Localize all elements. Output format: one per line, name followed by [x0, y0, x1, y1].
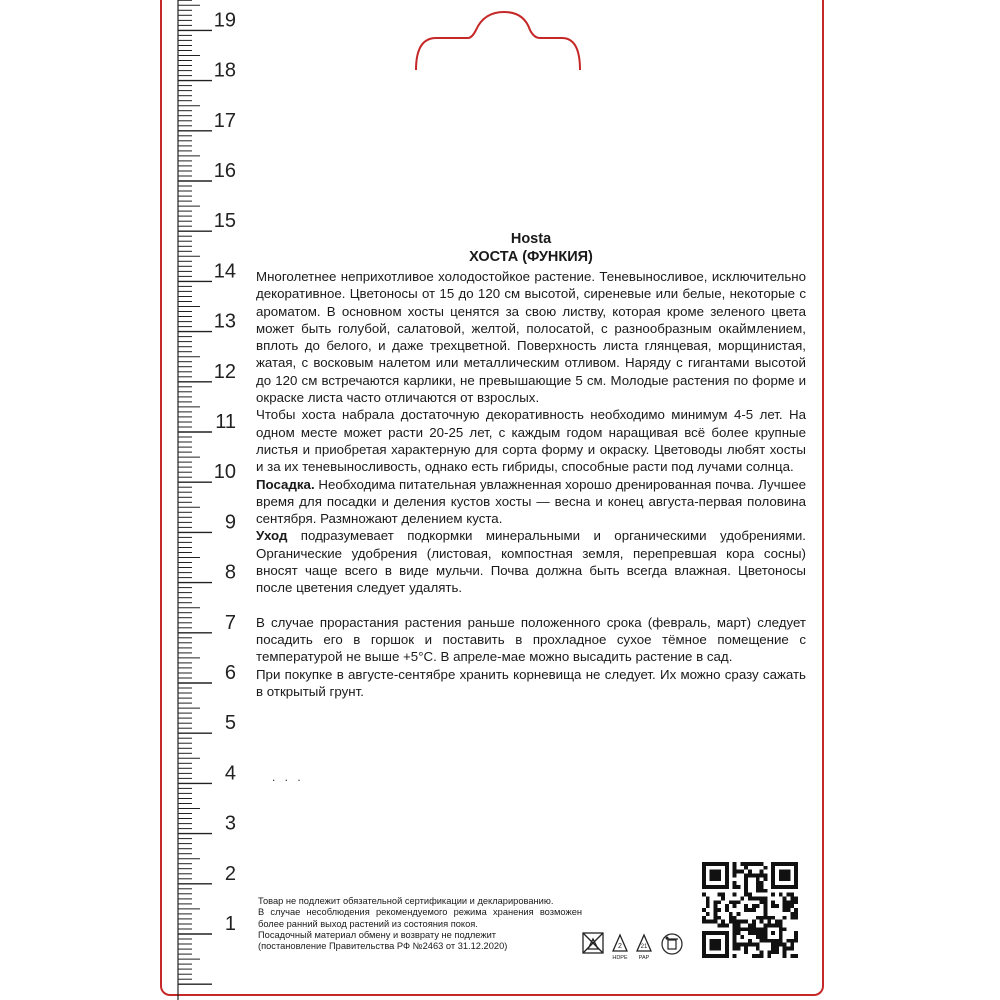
ruler-number: 3: [224, 812, 236, 835]
russian-title: ХОСТА (ФУНКИЯ): [469, 249, 593, 265]
storage-paragraph: В случае прорастания растения раньше положенного срока (февраль, март) следует посадить его в горшок и поставить в прохладное сухое тёмное помещение с температурой не выше +5°C. В апреле-мае можно высадить растение в сад.: [256, 614, 806, 665]
legal-line: (постановление Правительства РФ №2463 от 31.12.2020): [258, 941, 508, 952]
qr-code[interactable]: [702, 862, 798, 958]
legal-line: В случае несоблюдения рекомендуемого режима хранения возможен более ранний выход растений из состояния покоя.: [258, 907, 582, 929]
planting-paragraph: [256, 476, 806, 528]
ruler-number: 17: [213, 109, 236, 132]
legal-notice: [258, 896, 582, 952]
decorative-dots: . . .: [272, 770, 304, 784]
ruler-number: 19: [213, 9, 236, 32]
svg-text:21: 21: [640, 944, 648, 950]
ruler-number: 16: [213, 160, 236, 182]
svg-text:HDPE: HDPE: [612, 955, 628, 961]
ruler-number: 2: [224, 862, 236, 885]
legal-line: Товар не подлежит обязательной сертификации и декларированию.: [258, 896, 554, 906]
latin-title: Hosta: [510, 231, 552, 247]
centimeter-ruler: [168, 0, 248, 1000]
planting-text: Необходима питательная увлажненная хорошо дренированная почва. Лучшее время для посадки и деления кустов хосты — весна и конец августа-первая половина сентября. Размножают делением куста.: [256, 476, 806, 527]
eco-icons: [580, 930, 692, 962]
care-text: подразумевает подкормки минеральными и органическими удобрениями. Органические удобрения (листовая, компостная земля, перепревшая кора сосны) вносят чаще всего в виде мульчи. Почва должна быть всегда влажная. Цветоносы после цветения следует удалять.: [256, 528, 806, 596]
trash-bin-icon: [662, 934, 682, 954]
ruler-number: 4: [224, 762, 236, 785]
ruler-number: 6: [224, 662, 236, 684]
ruler-number: 13: [213, 310, 236, 333]
legal-line: Посадочный материал обмену и возврату не подлежит: [258, 929, 497, 940]
planting-label: Посадка.: [256, 476, 315, 492]
recycle-hdpe-icon: [612, 935, 628, 961]
ruler-number: 7: [224, 611, 236, 634]
ruler-number: 14: [213, 260, 236, 283]
svg-text:PAP: PAP: [638, 955, 650, 961]
ruler-number: 9: [224, 511, 236, 534]
care-paragraph: [256, 527, 806, 596]
ruler-number: 18: [213, 59, 236, 82]
ruler-number: 10: [213, 461, 236, 484]
ruler-number: 11: [215, 411, 236, 433]
ruler-number: 15: [213, 210, 236, 233]
ruler-number: 5: [224, 712, 236, 735]
growth-paragraph: Чтобы хоста набрала достаточную декоративность необходимо минимум 4-5 лет. На одном месте может расти 20-25 лет, с каждым годом наращивая всё более крупные листья и приобретая характерную для сорта форму и окраску. Цветоводы любят хосты и за их теневыносливость, однако есть гибриды, способные расти под лучами солнца.: [256, 407, 806, 475]
ruler-number: 1: [224, 913, 236, 935]
hanger-hole: [412, 0, 584, 80]
ruler-number: 12: [213, 360, 236, 383]
description-paragraph: Многолетнее неприхотливое холодостойкое растение. Теневыносливое, исключительно декоративное. Цветоносы от 15 до 120 см высотой, сиреневые или белые, некоторые с ароматом. В основном хосты ценятся за свою листву, которая кроме зеленого цвета может быть голубой, салатовой, желтой, полосатой, с разнообразным окаймлением, вплоть до белого, и даже трехцветной. Поверхность листа глянцевая, морщинистая, жатая, с восковым налетом или металлическим отливом. Наряду с гигантами высотой до 120 см встречаются карлики, не превышающие 5 см. Молодые растения по форме и окраске листа часто отличаются от взрослых.: [256, 269, 806, 406]
ruler-number: 8: [224, 561, 236, 584]
purchase-paragraph: При покупке в августе-сентябре хранить корневища не следует. Их можно сразу сажать в открытый грунт.: [256, 666, 806, 699]
recycle-pap-icon: [637, 935, 651, 961]
svg-text:2: 2: [618, 943, 622, 950]
description-block: [256, 230, 806, 700]
care-label: Уход: [256, 528, 288, 544]
no-mobius-icon: [583, 933, 603, 953]
